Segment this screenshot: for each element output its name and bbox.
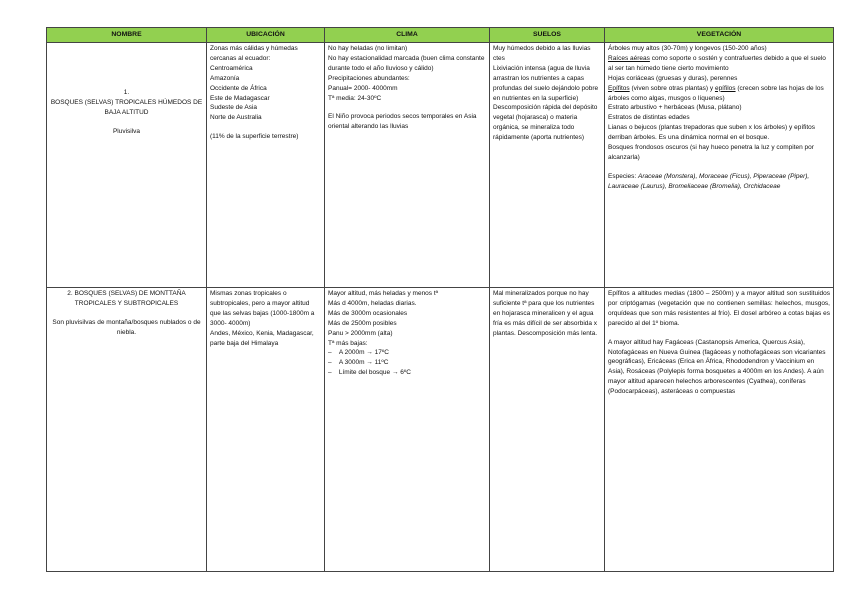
header-clima: CLIMA — [325, 28, 490, 43]
veg-line: Hojas coriáceas (gruesas y duras), perennes — [608, 74, 738, 82]
veg-especies — [608, 172, 830, 192]
cell-suelos-2 — [490, 288, 605, 572]
climate-dash-item: – A 2000m → 17ºC — [328, 349, 389, 357]
biome-table — [46, 27, 834, 572]
location-item: Norte de Australia — [210, 114, 262, 122]
veg-raices-label: Raíces aéreas — [608, 54, 650, 62]
veg-line: Estratos de distintas edades — [608, 114, 690, 122]
soil-paragraph: Muy húmedos debido a las lluvias ctes — [493, 45, 591, 62]
biome-subtitle: Son pluvisilvas de montaña/bosques nublados o de niebla. — [52, 318, 201, 336]
soil-paragraph: Mal mineralizados porque no hay suficiente tª para que los nutrientes en hojarasca mineralicen y el agua fría es más difícil de ser absorbida x plantas. Descomposición más lenta. — [493, 290, 598, 337]
climate-dash-text: Límite del bosque → 6ºC — [338, 369, 411, 377]
climate-dash-text: A 3000m → 11ºC — [338, 359, 389, 367]
veg-line: Bosques frondosos oscuros (si hay hueco penetra la luz y compiten por alcanzarla) — [608, 144, 814, 161]
biome-title: 2. BOSQUES (SELVAS) DE MONTTAÑA TROPICALES Y SUBTROPICALES — [67, 290, 186, 307]
veg-epifitos-label: Epífitos — [608, 84, 630, 92]
location-item: Este de Madagascar — [210, 94, 270, 102]
cell-vegetacion-2 — [605, 288, 834, 572]
location-item: Occidente de África — [210, 84, 267, 92]
cell-ubicacion-2 — [207, 288, 325, 572]
table-row-2 — [47, 288, 834, 572]
climate-dash-item: – Límite del bosque → 6ºC — [328, 369, 411, 377]
location-item: Amazonía — [210, 74, 240, 82]
cell-suelos-1 — [490, 43, 605, 288]
location-item: Centroamérica — [210, 64, 253, 72]
climate-line: Panual= 2000- 4000mm — [328, 84, 398, 92]
climate-line: Panu > 2000mm (alta) — [328, 329, 393, 337]
climate-line: Más de 3000m ocasionales — [328, 309, 408, 317]
biome-subtitle: Pluvisilva — [112, 127, 141, 135]
cell-clima-1 — [325, 43, 490, 288]
location-note: (11% de la superficie terrestre) — [210, 133, 299, 141]
veg-epifilos-label: epífilos — [714, 84, 736, 92]
soil-paragraph: Descomposición rápida del depósito vegetal (hojarasca) o materia orgánica, se mineraliza todo rápidamente (aporta nutrientes) — [493, 104, 598, 142]
cell-vegetacion-1 — [605, 43, 834, 288]
climate-nino: El Niño provoca periodos secos temporales en Asia oriental alterando las lluvias — [328, 113, 477, 131]
biome-number: 1. — [123, 89, 130, 96]
veg-line — [608, 54, 830, 74]
veg-especies-label: Especies: — [608, 172, 638, 180]
climate-line: Tª media: 24-30ºC — [328, 94, 382, 102]
header-vegetacion: VEGETACIÓN — [605, 28, 834, 43]
soil-paragraph: Lixiviación intensa (agua de lluvia arrastran los nutrientes a capas profundas del suelo dejándolo pobre en nutrientes en la superficie) — [493, 64, 599, 102]
veg-line — [608, 84, 830, 104]
climate-line: No hay estacionalidad marcada (buen clima constante durante todo el año lluvioso y cálido) — [328, 54, 485, 72]
veg-line: Árboles muy altos (30-70m) y longevos (150-200 años) — [608, 45, 767, 52]
header-ubicacion: UBICACIÓN — [207, 28, 325, 43]
climate-line: No hay heladas (no limitan) — [328, 45, 408, 52]
cell-nombre-1 — [47, 43, 207, 288]
location-places: Andes, México, Kenia, Madagascar, parte baja del Himalaya — [210, 329, 314, 347]
climate-line: Más d 4000m, heladas diarias. — [328, 299, 417, 307]
location-text: Mismas zonas tropicales o subtropicales, pero a mayor altitud que las selvas bajas (1000-1800m a 3000- 4000m) — [210, 290, 315, 327]
cell-clima-2 — [325, 288, 490, 572]
veg-especies-text: Araceae (Monstera), Moraceae (Ficus), Piperaceae (Piper), Lauraceae (Laurus), Bromeliaceae (Bromelia), Orchidaceae — [608, 172, 810, 190]
header-nombre: NOMBRE — [47, 28, 207, 43]
veg-line: Estrato arbustivo + herbáceas (Musa, plátano) — [608, 104, 742, 112]
cell-ubicacion-1 — [207, 43, 325, 288]
veg-epifitos-mid: (viven sobre otras plantas) y — [629, 84, 715, 92]
biome-title: BOSQUES (SELVAS) TROPICALES HÚMEDOS DE BAJA ALTITUD — [50, 98, 203, 116]
header-row — [47, 28, 834, 43]
climate-line: Más de 2500m posibles — [328, 319, 397, 327]
climate-line: Tª más bajas: — [328, 339, 368, 347]
veg-paragraph: Epífitos a altitudes medias (1800 – 2500m) y a mayor altitud son sustituidos por criptógamas (vegetación que no contienen semillas: helechos, musgos, orquídeas que son más resistentes al frío). El dosel arbóreo a cotas bajas es parecido al del 1º bioma. — [608, 290, 830, 327]
table-row-1 — [47, 43, 834, 288]
location-item: Sudeste de Asia — [210, 104, 257, 112]
veg-line: Lianas o bejucos (plantas trepadoras que suben x los árboles) y epífitos derriban árboles. Es una dinámica normal en el bosque. — [608, 124, 816, 142]
climate-intro: Mayor altitud, más heladas y menos tª — [328, 290, 439, 297]
veg-epifilos-text: (crecen sobre las hojas de los árboles como algas, musgos o líquenes) — [608, 84, 824, 102]
veg-raices-text: como soporte o sostén y contrafuertes debido a que el suelo al ser tan húmedo tiene cierto movimiento — [608, 54, 826, 72]
cell-nombre-2 — [47, 288, 207, 572]
veg-paragraph: A mayor altitud hay Fagáceas (Castanopsis America, Quercus Asia), Notofagáceas en Nueva Guinea (fagáceas y nothofagáceas son vicariantes geográficas), Ericáceas (Erica en África, Rhododendron y Vaccinium en Asia), Rosáceas (Polylepis forma bosquetes a 4000m en los Andes). A aún mayor altitud aparecen helechos arborescentes (Cyathea), coníferas (Podocarpáceas), asteráceas o compuestas — [608, 338, 826, 396]
climate-dash-item: – A 3000m → 11ºC — [328, 359, 389, 367]
climate-line: Precipitaciones abundantes: — [328, 74, 410, 82]
climate-dash-text: A 2000m → 17ºC — [338, 349, 389, 357]
header-suelos: SUELOS — [490, 28, 605, 43]
location-intro: Zonas más cálidas y húmedas cercanas al ecuador: — [210, 45, 298, 62]
